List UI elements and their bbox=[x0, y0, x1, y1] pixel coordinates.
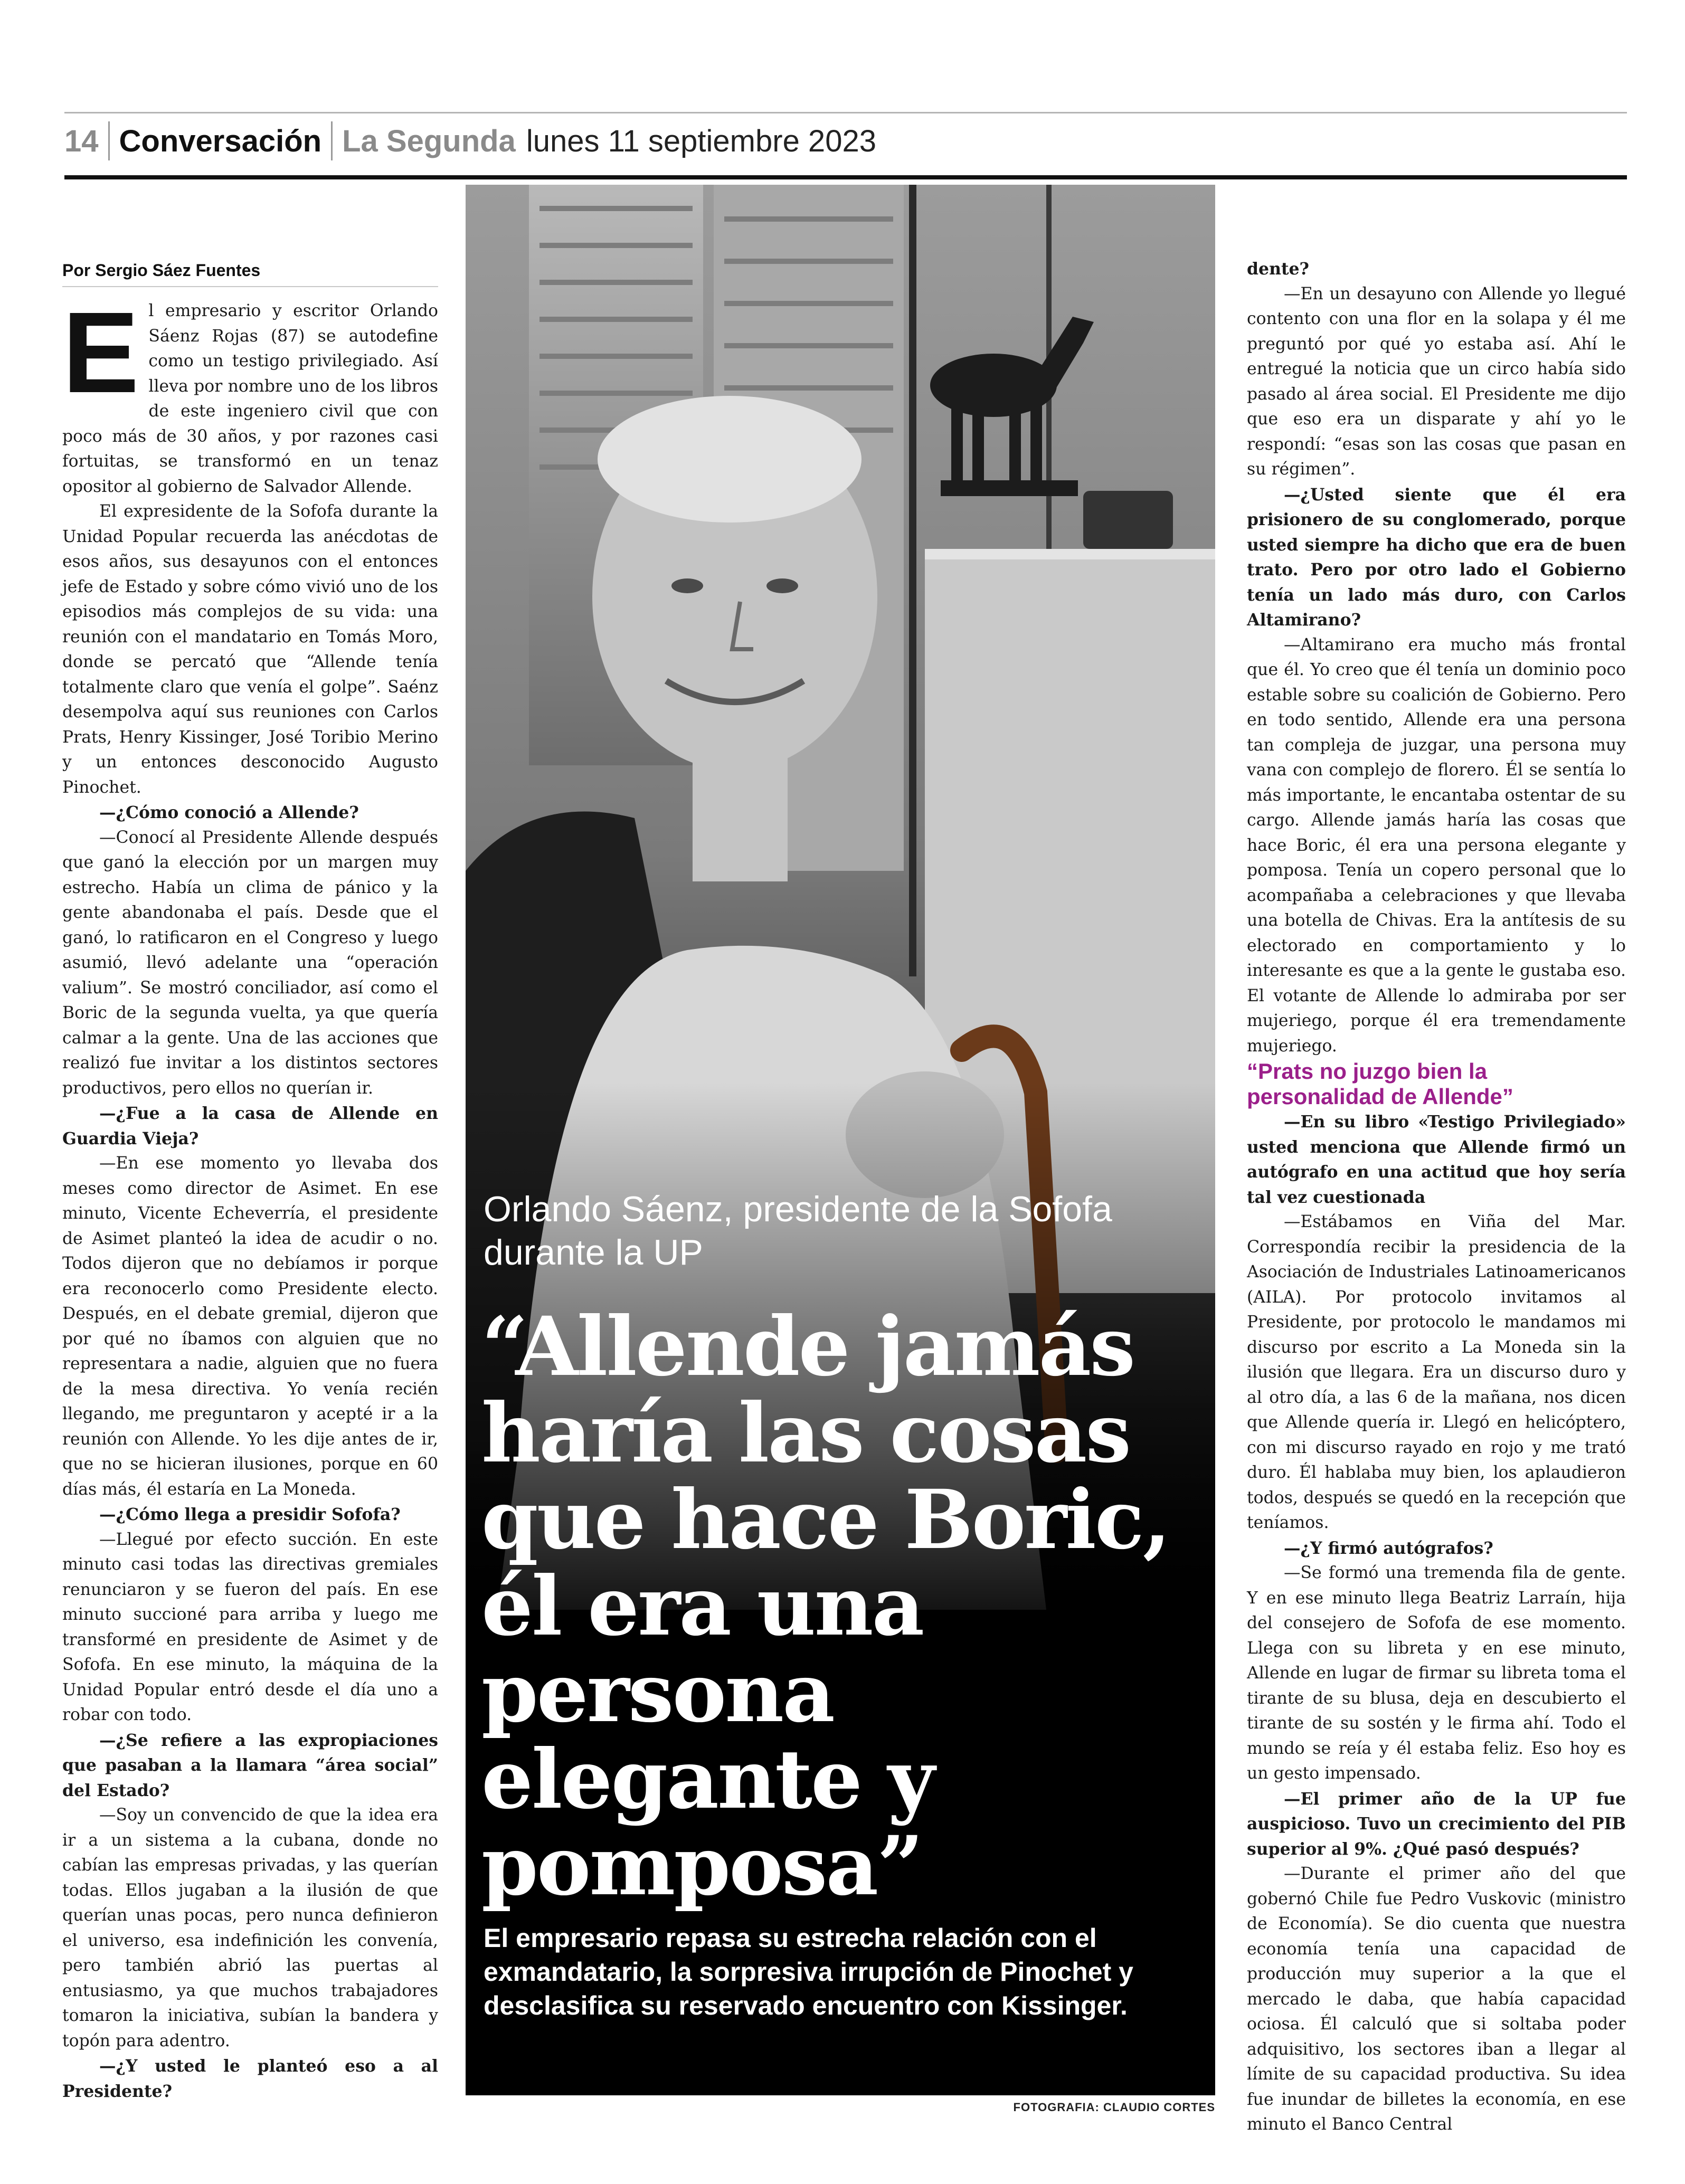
interview-question: —¿Cómo conoció a Allende? bbox=[99, 803, 359, 822]
radio bbox=[1083, 491, 1173, 549]
masthead-divider bbox=[331, 121, 333, 160]
lead-paragraph bbox=[62, 289, 438, 499]
interview-question: —El primer año de la UP fue auspicioso. Tuvo un crecimiento del PIB superior al 9%. ¿Qué pasó después? bbox=[1247, 1789, 1626, 1859]
interview-question: —¿Se refiere a las expropiaciones que pasaban a la llamara “área social” del Estado? bbox=[62, 1730, 438, 1800]
interview-question: —¿Fue a la casa de Allende en Guardia Vieja? bbox=[62, 1104, 438, 1148]
answer-paragraph: —Se formó una tremenda fila de gente. Y en ese minuto llega Beatriz Larraín, hija del consejero de Sofofa de ese momento. Llega con su libreta y en ese minuto, Allende en lugar de firmar su libreta toma el tirante de su blusa, deja en descubierto el tirante de su sostén y le firma ahí. Todo el mundo se reía y él estaba feliz. Eso hoy es un gesto impensado. bbox=[1247, 1563, 1626, 1783]
continued-question: dente? bbox=[1247, 259, 1310, 279]
column-left-body bbox=[62, 499, 438, 2104]
issue-date: lunes 11 septiembre 2023 bbox=[526, 124, 876, 158]
answer-paragraph: —Conocí al Presidente Allende después que ganó la elección por un margen muy estrecho. Había un clima de pánico y la gente abandonaba el país. Desde que el ganó, lo ratificaron en el Congreso y luego asumió, llevó adelante una “operación valium”. Se mostró conciliador, así como el Boric de la segunda vuelta, ya que quería calmar a la gente. Una de las acciones que realizó fue invitar a los distintos sectores productivos, pero ellos no querían ir. bbox=[62, 828, 438, 1098]
masthead bbox=[64, 117, 876, 165]
interview-question: —¿Y usted le planteó eso a al Presidente? bbox=[62, 2056, 438, 2101]
newspaper-name: La Segunda bbox=[342, 124, 516, 158]
answer-paragraph: —En ese momento yo llevaba dos meses como director de Asimet. En ese minuto, Vicente Echeverría, el presidente de Asimet planteó la idea de acudir o no. Todos dijeron que no debíamos ir porque era reconocerlo como Presidente electo. Después, en el debate gremial, dijeron que por qué no íbamos con alguien que no representara a nadie, alguien que no fuera de la mesa directiva. Yo venía recién llegando, me preguntaron y acepté ir a la reunión con Allende. Yo les dije antes de ir, que no se hicieran ilusiones, porque en 60 días más, él estaría en La Moneda. bbox=[62, 1154, 438, 1499]
headline: “Allende jamás haría las cosas que hace Boric, él era una persona elegante y pomposa” bbox=[481, 1299, 1170, 1914]
interview-question: —En su libro «Testigo Privilegiado» usted menciona que Allende firmó un autógrafo en una actitud que hoy sería tal vez cuestionada bbox=[1247, 1112, 1626, 1207]
photo-credit: FOTOGRAFIA: CLAUDIO CORTES bbox=[1013, 2101, 1215, 2114]
page-number: 14 bbox=[64, 124, 99, 158]
feature-kicker: Orlando Sáenz, presidente de la Sofofa durante la UP bbox=[484, 1189, 1112, 1273]
article-column-right bbox=[1247, 257, 1626, 2134]
answer-paragraph: —Altamirano era mucho más frontal que él. Yo creo que él tenía un dominio poco estable sobre su coalición de Gobierno. Pero en todo sentido, Allende era una persona tan compleja de juzgar, una persona muy vana con complejo de florero. Él se sentía lo más importante, le encantaba ostentar de su cargo. Allende jamás haría las cosas que hace Boric, él era una persona elegante y pomposa. Tenía un copero personal que lo acompañaba a celebraciones y que llevaba una botella de Chivas. Era la antítesis de su electorado en comportamiento y lo interesante es que a la gente le gustaba eso. El votante de Allende lo admiraba por ser mujeriego, porque él era tremendamente mujeriego. bbox=[1247, 635, 1626, 1056]
masthead-divider bbox=[108, 121, 110, 160]
interview-question: —¿Y firmó autógrafos? bbox=[1284, 1538, 1493, 1558]
column-right-body bbox=[1247, 282, 1626, 2138]
byline-rule bbox=[62, 286, 438, 287]
masthead-rule bbox=[64, 175, 1627, 179]
interview-question: —¿Usted siente que él era prisionero de su conglomerado, porque usted siempre ha dicho que era de buen trato. Pero por otro lado el Gobierno tenía un lado más duro, con Carlos Altamirano? bbox=[1247, 485, 1626, 630]
article-column-left bbox=[62, 289, 438, 2114]
byline: Por Sergio Sáez Fuentes bbox=[62, 261, 261, 280]
answer-paragraph: —Durante el primer año del que gobernó Chile fue Pedro Vuskovic (ministro de Economía). Se dio cuenta que nuestra economía tenía una capacidad de producción muy superior a la que el mercado le daba, que había capacidad ociosa. Él calculó que si soltaba poder adquisitivo, los sectores iban a llegar al límite de su capacidad productiva. Su idea fue inundar de billetes la economía, en ese minuto el Banco Central bbox=[1247, 1864, 1626, 2134]
answer-paragraph: El expresidente de la Sofofa durante la Unidad Popular recuerda las anécdotas de esos años, sus desayunos con el entonces jefe de Estado y sobre cómo vivió uno de los episodios más complejos de su vida: una reunión con el mandatario en Tomás Moro, donde se percató que “Allende tenía totalmente claro que venía el golpe”. Saénz desempolva aquí sus reuniones con Carlos Prats, Henry Kissinger, José Toribio Merino y un entonces desconocido Augusto Pinochet. bbox=[62, 502, 438, 797]
subhead: “Prats no juzgo bien la personalidad de Allende” bbox=[1247, 1059, 1513, 1109]
window-frame bbox=[909, 185, 916, 976]
answer-paragraph: —Llegué por efecto succión. En este minuto casi todas las directivas gremiales renunciaron y se fueron del país. En ese minuto succioné para arriba y luego me transformé en presidente de Asimet y de Sofofa. En ese minuto, la máquina de la Unidad Popular entró desde el día uno a robar con todo. bbox=[62, 1530, 438, 1724]
interview-question: —¿Cómo llega a presidir Sofofa? bbox=[99, 1505, 401, 1524]
deck: El empresario repasa su estrecha relación con el exmandatario, la sorpresiva irrupción de Pinochet y desclasifica su reservado encuentro con Kissinger. bbox=[484, 1923, 1133, 2020]
top-rule bbox=[64, 112, 1627, 113]
lead-text: l empresario y escritor Orlando Sáenz Rojas (87) se autodefine como un testigo privilegiado. Así lleva por nombre uno de los libros de este ingeniero civil que con poco más de 30 años, y por razones casi fortuitas, se transformó en un tenaz opositor al gobierno de Salvador Allende. bbox=[62, 301, 438, 496]
answer-paragraph: —Estábamos en Viña del Mar. Correspondía recibir la presidencia de la Asociación de Industriales Latinoamericanos (AILA). Por protocolo invitamos al Presidente, por protocolo le mandamos mi discurso por escrito a La Moneda sin la ilusión que llegara. Era un discurso duro y al otro día, a las 6 de la mañana, nos dicen que Allende quería ir. Llegó en helicóptero, con mi discurso rayado en rojo y me trató duro. Él hablaba muy bien, los aplaudieron todos, después se quedó en la recepción que teníamos. bbox=[1247, 1212, 1626, 1532]
section-name: Conversación bbox=[119, 124, 322, 158]
drop-cap: E bbox=[62, 289, 139, 417]
answer-paragraph: —Soy un convencido de que la idea era ir a un sistema a la cubana, donde no cabían las empresas privadas, y las querían todas. Ellos jugaban a la ilusión de que querían unas pocas, pero nunca definieron el universo, esa indefinición les convenía, pero también abrió las puertas al entusiasmo, ya que muchos trabajadores tomaron la iniciativa, subían la bandera y topón para adentro. bbox=[62, 1806, 438, 2050]
answer-paragraph: —En un desayuno con Allende yo llegué contento con una flor en la solapa y él me preguntó por qué yo estaba así. Ahí le entregué la noticia que un circo había sido pasado al área social. El Presidente me dijo que eso era un disparate y ahí yo le respondí: “esas son las cosas que pasan en su régimen”. bbox=[1247, 284, 1626, 479]
